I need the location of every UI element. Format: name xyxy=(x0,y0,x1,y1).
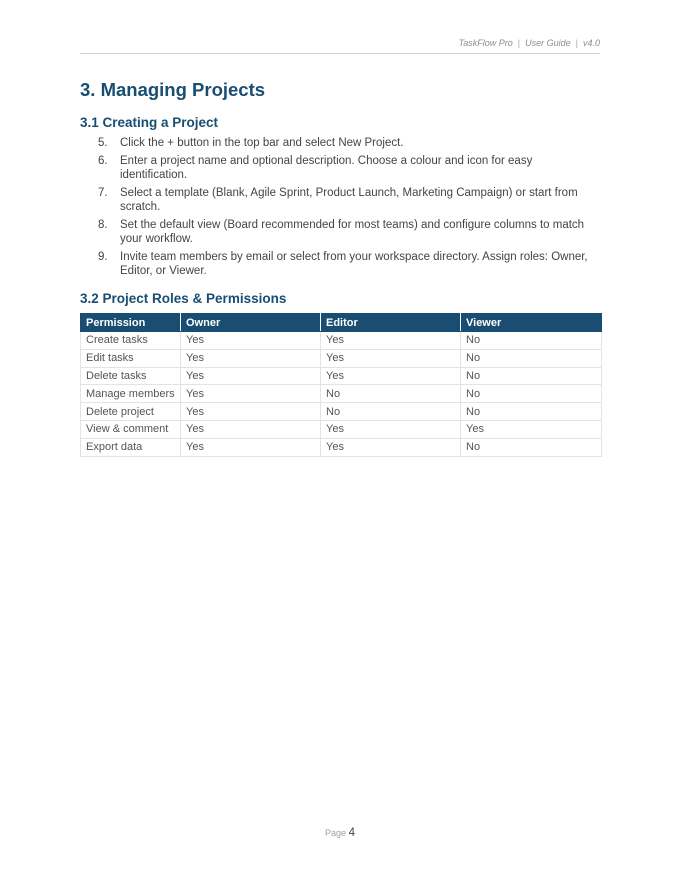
table-cell: Yes xyxy=(321,420,461,438)
table-row xyxy=(81,385,602,403)
step-number: 7. xyxy=(98,186,108,199)
steps-list xyxy=(98,136,600,282)
column-header-owner: Owner xyxy=(181,314,321,332)
permissions-table xyxy=(80,313,602,457)
table-cell: No xyxy=(461,349,602,367)
table-cell: Manage members xyxy=(81,385,181,403)
table-cell: Yes xyxy=(181,367,321,385)
table-cell: Yes xyxy=(321,367,461,385)
header-doc-title: User Guide xyxy=(525,38,571,48)
table-cell: Yes xyxy=(181,403,321,421)
step-text: Enter a project name and optional description. Choose a colour and icon for easy identification. xyxy=(120,154,533,181)
header-separator: | xyxy=(575,38,578,48)
table-cell: Yes xyxy=(321,349,461,367)
table-row xyxy=(81,332,602,350)
column-header-editor: Editor xyxy=(321,314,461,332)
table-cell: No xyxy=(461,332,602,350)
step-number: 6. xyxy=(98,154,108,167)
step-number: 5. xyxy=(98,137,108,149)
table-cell: Create tasks xyxy=(81,332,181,350)
table-cell: View & comment xyxy=(81,420,181,438)
table-row xyxy=(81,420,602,438)
table-cell: No xyxy=(461,385,602,403)
list-item xyxy=(98,218,600,247)
column-header-viewer: Viewer xyxy=(461,314,602,332)
table-cell: Yes xyxy=(321,438,461,456)
list-item xyxy=(98,154,600,183)
table-cell: Yes xyxy=(461,420,602,438)
table-row xyxy=(81,349,602,367)
section-heading-roles-permissions: 3.2 Project Roles & Permissions xyxy=(80,291,287,306)
table-cell: Yes xyxy=(181,385,321,403)
step-number: 8. xyxy=(98,218,108,231)
step-text: Set the default view (Board recommended for most teams) and configure columns to match your workflow. xyxy=(120,218,585,245)
table-cell: Yes xyxy=(181,332,321,350)
page-footer xyxy=(0,827,680,839)
table-cell: Edit tasks xyxy=(81,349,181,367)
table-cell: No xyxy=(461,367,602,385)
list-item xyxy=(98,250,600,279)
header-product: TaskFlow Pro xyxy=(458,38,513,48)
table-cell: No xyxy=(321,385,461,403)
table-row xyxy=(81,403,602,421)
list-item xyxy=(98,136,600,151)
list-item xyxy=(98,186,600,215)
table-cell: No xyxy=(461,403,602,421)
table-cell: Yes xyxy=(181,349,321,367)
section-heading-creating-project: 3.1 Creating a Project xyxy=(80,115,219,130)
table-row xyxy=(81,367,602,385)
page-title: 3. Managing Projects xyxy=(80,79,266,100)
table-cell: Delete project xyxy=(81,403,181,421)
table-cell: No xyxy=(321,403,461,421)
table-cell: Delete tasks xyxy=(81,367,181,385)
header-separator: | xyxy=(517,38,521,48)
step-text: Select a template (Blank, Agile Sprint, Product Launch, Marketing Campaign) or start from scratch. xyxy=(120,186,578,213)
table-header-row xyxy=(81,314,602,332)
column-header-permission: Permission xyxy=(81,314,181,332)
step-number: 9. xyxy=(98,250,108,263)
table-row xyxy=(81,438,602,456)
page-label: Page xyxy=(325,828,347,838)
step-text: Click the + button in the top bar and select New Project. xyxy=(120,137,404,149)
step-text: Invite team members by email or select from your workspace directory. Assign roles: Owner, Editor, or Viewer. xyxy=(120,250,588,277)
table-cell: Export data xyxy=(81,438,181,456)
table-cell: Yes xyxy=(321,332,461,350)
table-cell: Yes xyxy=(181,438,321,456)
running-header xyxy=(80,38,600,54)
table-cell: No xyxy=(461,438,602,456)
table-cell: Yes xyxy=(181,420,321,438)
page-number: 4 xyxy=(348,827,355,839)
header-version: v4.0 xyxy=(582,38,600,48)
